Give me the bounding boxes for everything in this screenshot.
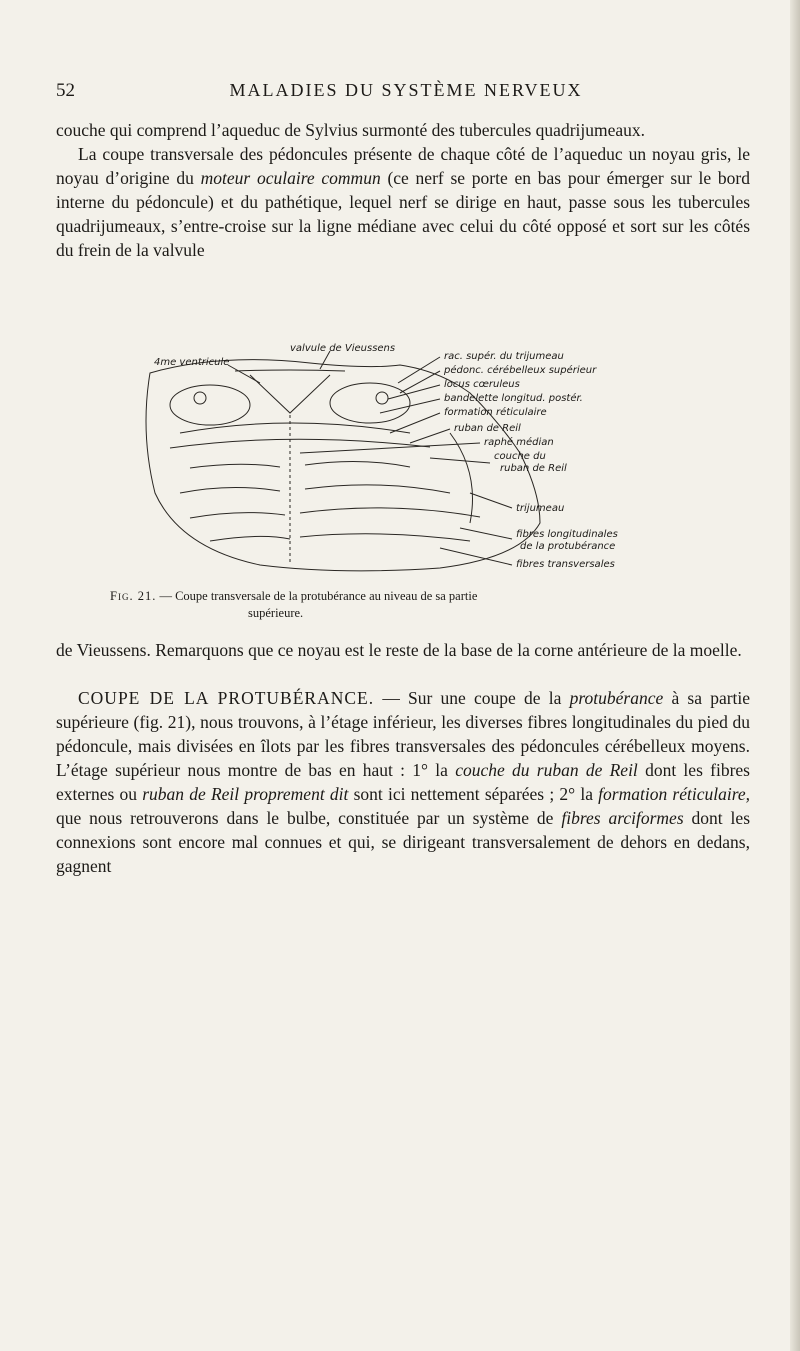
leader-rac xyxy=(398,357,440,383)
fibre-3 xyxy=(180,487,280,493)
p3-em1: protubérance xyxy=(569,688,664,708)
leader-couche xyxy=(430,458,490,463)
p3-t2: à sa partie supérieure (fig. 21), nous trouvons, à l’étage inférieur, les diverses fibres longitudinales du pied du pédoncule, mais divisées en îlots par les fibres transversales des pédoncules cérébelleux moyens. L’étage supérieur nous montre de bas en haut : 1° la xyxy=(56,688,751,780)
paragraph-3 xyxy=(56,686,750,878)
running-head xyxy=(56,80,756,106)
leader-ruban xyxy=(410,429,450,443)
paragraph-2: de Vieussens. Remarquons que ce noyau est le reste de la base de la corne antérieure de la moelle. xyxy=(56,640,742,660)
p3-em5: fibres arciformes xyxy=(561,808,684,828)
label-ventricule: 4me ventricule xyxy=(154,357,230,368)
label-ruban: ruban de Reil xyxy=(454,423,521,434)
fibre-4 xyxy=(305,485,450,493)
section-outline xyxy=(146,360,540,571)
p3-t1: — Sur une coupe de la xyxy=(382,688,562,708)
leader-raphe xyxy=(300,443,480,453)
label-raphe: raphé médian xyxy=(484,437,554,448)
page-edge xyxy=(790,0,800,1351)
p1-line-2: quadrijumeaux. xyxy=(535,120,646,140)
leader-formation xyxy=(390,413,440,433)
reticular-line-2 xyxy=(170,439,430,448)
p3-em4: formation réticulaire, xyxy=(598,784,751,804)
caption-text-2: supérieure. xyxy=(248,606,304,620)
p1-line-1: couche qui comprend l’aqueduc de Sylvius surmonté des tubercules xyxy=(56,120,532,140)
fibre-1 xyxy=(190,464,280,468)
p3-em3: ruban de Reil proprement dit xyxy=(142,784,349,804)
p1-line-3: La coupe transversale des pédoncules présente de chaque côté xyxy=(78,144,526,164)
peduncle-left xyxy=(170,385,250,425)
p3-t4: sont ici nettement séparées ; 2° la xyxy=(353,784,593,804)
p1-line-8: avec celui du côté opposé et sort sur les côtés du frein de la valvule xyxy=(56,216,751,260)
p3-t5: que nous retrouverons dans le bulbe, constituée par un système de xyxy=(56,808,554,828)
locus-right xyxy=(376,392,388,404)
p3-t3: dont les fibres externes ou xyxy=(56,760,750,804)
peduncle-right xyxy=(330,383,410,423)
leader-ventricule xyxy=(228,365,260,383)
leader-locus xyxy=(388,385,440,399)
p1-line-4: de l’aqueduc un noyau gris, le noyau d’origine du xyxy=(56,144,751,188)
label-fibres-long-2: de la protubérance xyxy=(520,541,616,552)
p1-line-5: (ce nerf se porte en bas pour émerger sur le bord interne xyxy=(56,168,751,212)
caption-label: Fig. 21. xyxy=(110,589,157,603)
ventricle-notch xyxy=(250,375,330,413)
p3-t6: dont les connexions sont encore mal connues et qui, se dirigeant transversalement de dehors en dedans, gagnent xyxy=(56,808,750,876)
leader-trijumeau xyxy=(470,493,512,508)
locus-left xyxy=(194,392,206,404)
label-locus: locus cœruleus xyxy=(444,379,520,390)
fibre-6 xyxy=(300,508,480,517)
p1-line-4-em: moteur oculaire xyxy=(200,168,315,188)
label-fibres-trans: fibres transversales xyxy=(516,559,615,570)
figure-drawing xyxy=(140,343,700,575)
trigeminal-nerve xyxy=(450,433,473,523)
section-heading: COUPE DE LA PROTUBÉRANCE. xyxy=(78,688,375,708)
fibre-5 xyxy=(190,513,285,518)
caption-text: — Coupe transversale de la protubérance au niveau de sa partie xyxy=(159,589,478,603)
leader-fibres-trans xyxy=(440,548,512,565)
p1-line-5-em: commun xyxy=(321,168,381,188)
p1-line-7: sous les tubercules quadrijumeaux, s’entre-croise sur la ligne médiane xyxy=(56,192,751,236)
label-pedonc: pédonc. cérébelleux supérieur xyxy=(444,365,597,376)
label-formation: formation réticulaire xyxy=(444,407,547,418)
fibre-7 xyxy=(210,536,290,541)
p1-line-6: du pédoncule) et du pathétique, lequel nerf se dirige en haut, passe xyxy=(111,192,607,212)
label-rac-sup: rac. supér. du trijumeau xyxy=(444,351,564,362)
paragraph-1 xyxy=(56,118,750,262)
leader-pedonc xyxy=(400,371,440,393)
label-couche-2: ruban de Reil xyxy=(500,463,567,474)
label-couche: couche du xyxy=(494,451,546,462)
figure-21 xyxy=(140,343,700,575)
running-title: MALADIES DU SYSTÈME NERVEUX xyxy=(229,80,583,100)
leader-fibres-long xyxy=(460,528,512,539)
valvule-membrane xyxy=(235,370,345,371)
p3-em2: couche du ruban de Reil xyxy=(455,760,638,780)
fibre-2 xyxy=(305,461,410,467)
fibre-8 xyxy=(300,534,470,541)
figure-caption xyxy=(110,588,710,622)
label-fibres-long: fibres longitudinales xyxy=(516,529,618,540)
page-number: 52 xyxy=(56,80,75,101)
label-valvule: valvule de Vieussens xyxy=(290,343,396,354)
label-trijumeau: trijumeau xyxy=(516,503,565,514)
label-bandelette: bandelette longitud. postér. xyxy=(444,393,583,404)
